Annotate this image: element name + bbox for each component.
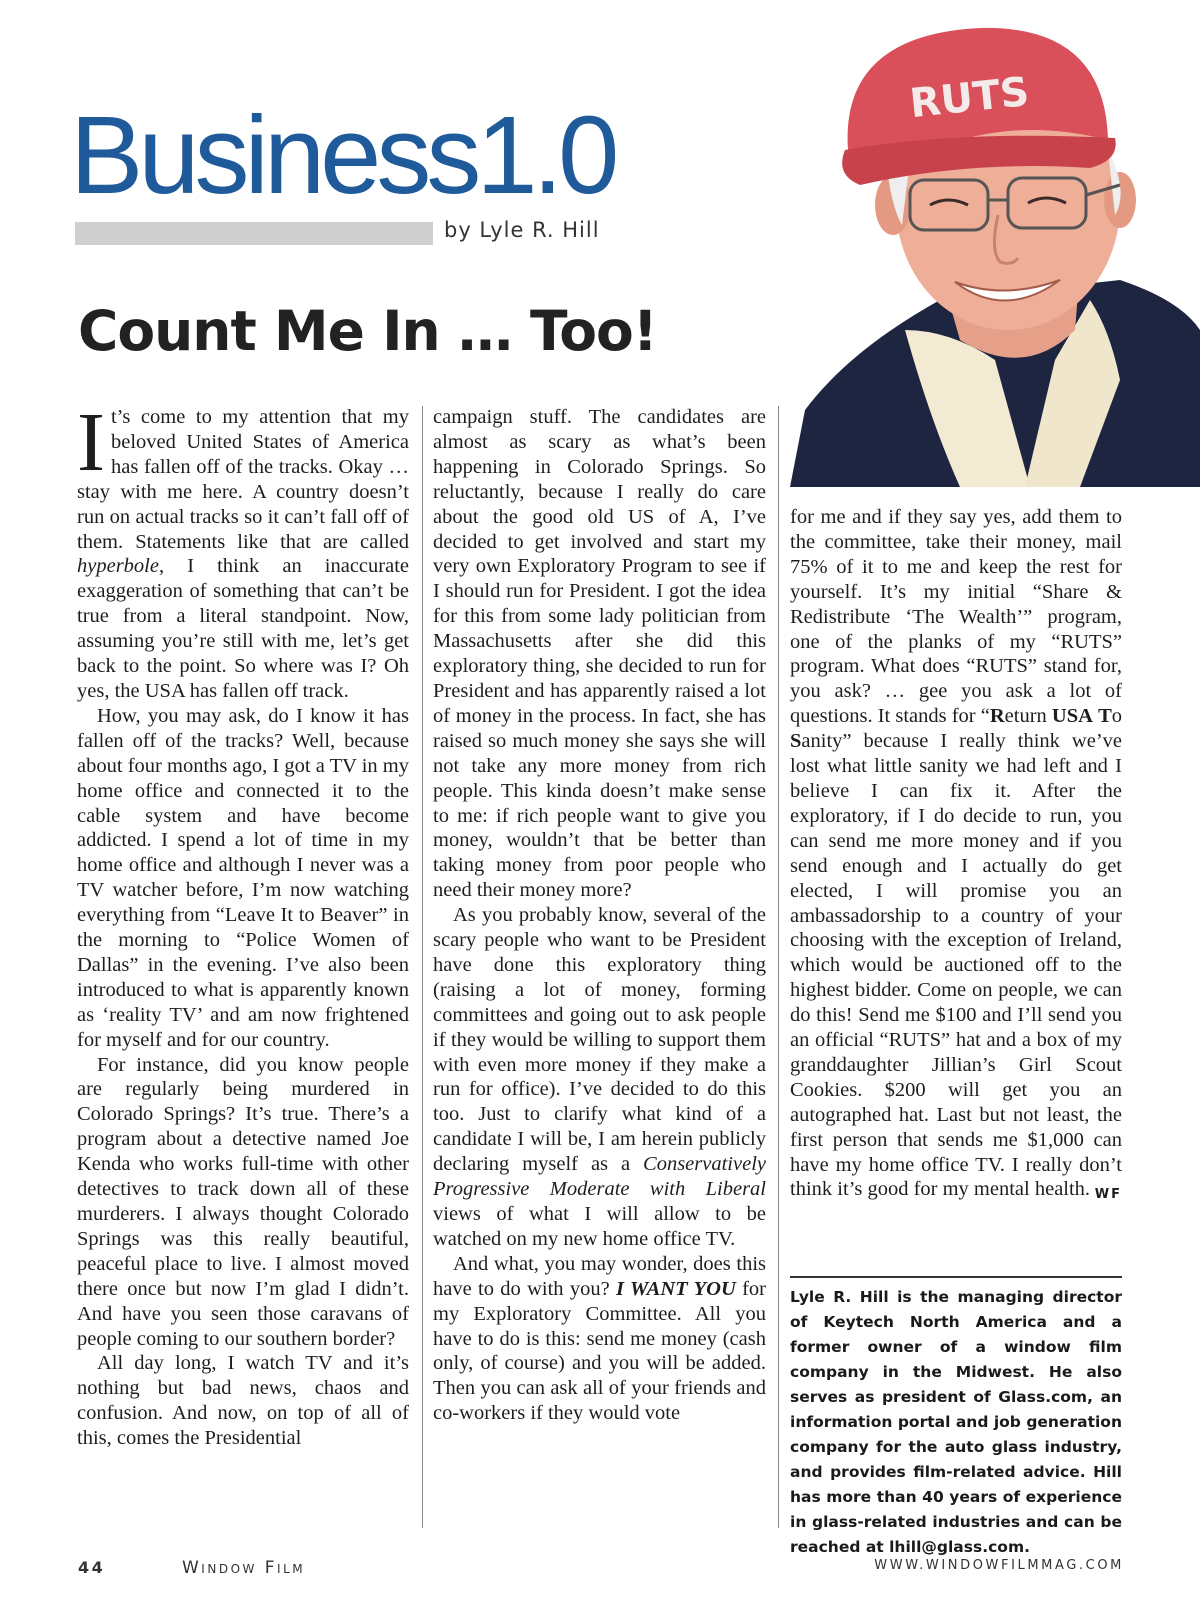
bold-letter: R [989, 705, 1005, 728]
paragraph: How, you may ask, do I know it has fallen off of the tracks? Well, because about four months ago, I got a TV in my home office and connected it to the cable system and have become addicted. I spend a lot of time in my home office and although I never was a TV watcher before, I’m now watching everything from “Leave It to Beaver” in the morning to “Police Women of Dallas” in the evening. I’ve also been introduced to what is apparently known as ‘reality TV’ and am now frightened for myself and for our country. [77, 704, 409, 1051]
paragraph-text: for my Exploratory Committee. All you have to do is this: send me money (cash only, of course) and you will be added. Then you can ask all of your friends and co-workers if they would vote [433, 1277, 766, 1425]
drop-cap: I [77, 396, 105, 489]
byline: by Lyle R. Hill [444, 218, 600, 242]
article-column-1 [77, 396, 409, 1451]
article-column-2 [433, 405, 766, 1426]
paragraph [433, 903, 766, 1252]
paragraph-text: because I really think we’ve lost what little sanity we had left and I believe I can fix it. After the exploratory, if I do decide to run, you can send me more money and if you send enough and I actually do get elected, I will promise you an ambassadorship to a country of your choosing with the exception of Ireland, which would be auctioned off to the highest bidder. Come on people, we can do this! Send me $100 and I’ll send you an official “RUTS” hat and a box of my granddaughter Jillian’s Girl Scout Cookies. $200 will get you an autographed hat. Last but not least, the first person that sends me $1,000 can have my home office TV. I really don’t think it’s good for my mental health. [790, 730, 1122, 1201]
paragraph [433, 1252, 766, 1426]
bold-letter: S [790, 730, 802, 753]
paragraph-text: , I think an inaccurate exaggeration of something that can’t be true from a literal standpoint. Now, assuming you’re still with me, let’s get back to the point. So where was I? Oh yes, the USA has fallen off track. [77, 555, 409, 702]
paragraph-text: eturn [1004, 705, 1052, 728]
column-divider [778, 406, 779, 1528]
paragraph [77, 396, 409, 704]
author-photo [790, 0, 1200, 487]
article-title: Count Me In … Too! [78, 299, 657, 363]
end-mark: WF [1094, 1187, 1122, 1203]
bold-letter: T [1098, 705, 1112, 728]
paragraph-text: o [1111, 705, 1122, 728]
paragraph-text: As you probably know, several of the scary people who want to be President have done this exploratory thing (raising a lot of money, forming committees and going out to ask people if they would be willing to support them with even more money if they make a run for office). I’ve decided to do this too. Just to clarify what kind of a candidate I will be, I am herein publicly declaring myself as a [433, 904, 766, 1176]
paragraph: For instance, did you know people are regularly being murdered in Colorado Springs? It’s true. There’s a program about a detective named Joe Kenda who works full-time with other detectives to track down all of these murderers. I always thought Colorado Springs was this really beautiful, peaceful place to live. I almost moved there once but now I’m glad I didn’t. And have you seen those caravans of people coming to our southern border? [77, 1053, 409, 1350]
logo-text: Business1.0 [70, 94, 615, 217]
cap-text: RUTS [907, 68, 1032, 128]
paragraph-text: anity” [801, 730, 852, 753]
article-column-3 [790, 505, 1122, 1208]
paragraph-text: And what, you may wonder, does this have to do with you? [433, 1252, 766, 1300]
bold-letter: USA [1051, 705, 1093, 728]
emphasis-text: I WANT YOU [616, 1277, 736, 1300]
magazine-name: Window Film [182, 1558, 306, 1578]
paragraph: All day long, I watch TV and it’s nothing but bad news, chaos and confusion. And now, on top of all of this, comes the Presidential [77, 1352, 409, 1450]
paragraph-text: for me and if they say yes, add them to the committee, take their money, mail 75% of it to me and keep the rest for yourself. It’s my initial “Share & Redistribute ‘The Wealth’” program, one of the planks of my “RUTS” program. What does “RUTS” stand for, you ask? … gee you ask a lot of questions. It stands for “ [790, 506, 1122, 728]
author-bio: Lyle R. Hill is the managing director of Keytech North America and a former owner of a window film company in the Midwest. He also serves as president of Glass.com, an information portal and job generation company for the auto glass industry, and provides film-related advice. Hill has more than 40 years of experience in glass-related industries and can be reached at lhill@glass.com. [790, 1288, 1122, 1556]
bio-divider [790, 1276, 1122, 1278]
emphasis-text: Conservatively Progressive Moderate with Liberal [433, 1153, 766, 1201]
page-number: 44 [78, 1558, 106, 1577]
paragraph-text: t’s come to my attention that my beloved United States of America has fallen off of the tracks. Okay … stay with me here. A country doesn’t run on actual tracks so it can’t fall off of them. Statements like that are called [77, 406, 409, 553]
paragraph [790, 505, 1122, 1202]
byline-bar [75, 222, 433, 245]
column-divider [422, 406, 423, 1528]
business-logo [70, 94, 630, 217]
paragraph-text: views of what I will allow to be watched on my new home office TV. [433, 1203, 766, 1250]
magazine-url: WWW.WINDOWFILMMAG.COM [874, 1558, 1124, 1573]
paragraph: campaign stuff. The candidates are almost as scary as what’s been happening in Colorado Springs. So reluctantly, because I really do care about the good old US of A, I’ve decided to get involved and start my very own Exploratory Program to see if I should run for President. I got the idea for this from some lady politician from Massachusetts after she did this exploratory thing, she decided to run for President and has apparently raised a lot of money in the process. In fact, she has raised so much money she says she will not take any more money from rich people. This kinda doesn’t make sense to me: if rich people want to give you money, wouldn’t that be better than taking money from poor people who need their money more? [433, 406, 766, 902]
emphasis-text: hyperbole [77, 555, 159, 578]
